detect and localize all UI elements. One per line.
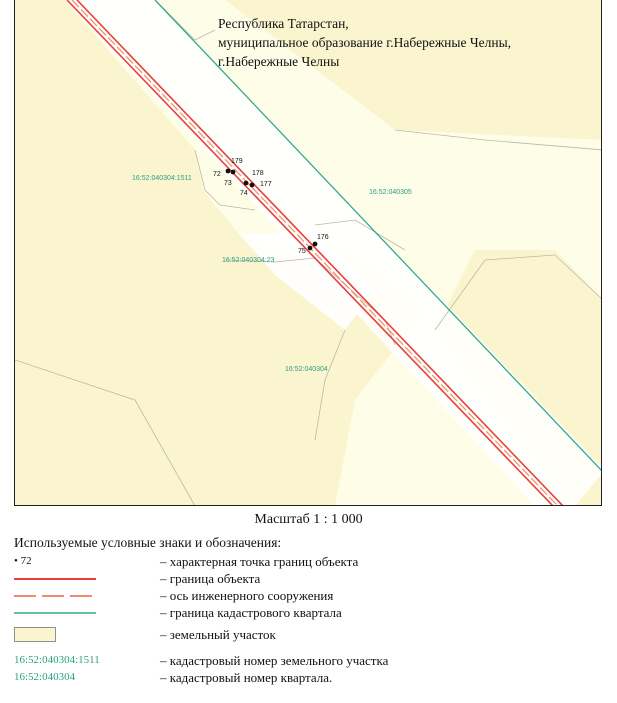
legend-desc-engineering-axis: – ось инженерного сооружения bbox=[160, 588, 334, 603]
legend-item-object-boundary bbox=[14, 570, 604, 588]
point-label-178: 178 bbox=[252, 170, 264, 177]
legend-item-engineering-axis bbox=[14, 587, 604, 605]
scale-caption: Масштаб 1 : 1 000 bbox=[254, 512, 363, 527]
region-line-city: г.Набережные Челны bbox=[218, 54, 340, 69]
boundary-point-73[interactable] bbox=[244, 181, 249, 186]
legend-title: Используемые условные знаки и обозначения: bbox=[14, 535, 282, 550]
point-label-72: 72 bbox=[213, 171, 221, 178]
quarter-number-sample: 16:52:040304 bbox=[14, 671, 76, 683]
region-header bbox=[218, 14, 511, 71]
legend-symbol-land-parcel bbox=[14, 626, 154, 644]
map-canvas[interactable] bbox=[15, 0, 602, 506]
legend-desc-land-parcel: – земельный участок bbox=[160, 627, 276, 642]
legend-symbol-engineering-axis bbox=[14, 587, 154, 605]
quarter-label-040305[interactable]: 16:52:040305 bbox=[369, 189, 412, 196]
legend-desc-parcel-number: – кадастровый номер земельного участка bbox=[160, 653, 389, 668]
point-label-73: 73 bbox=[224, 180, 232, 187]
legend-symbol-parcel-number bbox=[14, 652, 154, 670]
point-symbol-sample: • 72 bbox=[14, 555, 32, 567]
legend-item-point bbox=[14, 553, 604, 571]
point-label-75: 75 bbox=[298, 248, 306, 255]
point-label-176: 176 bbox=[317, 234, 329, 241]
legend-symbol-quarter-boundary bbox=[14, 604, 154, 622]
boundary-point-75[interactable] bbox=[308, 246, 313, 251]
boundary-point-178[interactable] bbox=[250, 183, 255, 188]
legend-desc-quarter-number: – кадастровый номер квартала. bbox=[160, 670, 333, 685]
legend-symbol-quarter-number bbox=[14, 669, 154, 687]
legend-symbol-object-boundary bbox=[14, 570, 154, 588]
legend-item-quarter-number bbox=[14, 669, 604, 687]
boundary-point-179[interactable] bbox=[231, 170, 236, 175]
boundary-point-72[interactable] bbox=[226, 169, 231, 174]
legend-item-land-parcel bbox=[14, 626, 604, 644]
region-line-municipality: муниципальное образование г.Набережные Челны, bbox=[218, 35, 512, 50]
map-frame[interactable] bbox=[14, 0, 602, 506]
region-line-republic: Республика Татарстан, bbox=[218, 16, 349, 31]
quarter-label-040304[interactable]: 16:52:040304 bbox=[285, 366, 328, 373]
legend-desc-point: – характерная точка границ объекта bbox=[160, 554, 359, 569]
legend-symbol-point bbox=[14, 553, 154, 571]
legend-item-parcel-number bbox=[14, 652, 604, 670]
legend-item-quarter-boundary bbox=[14, 604, 604, 622]
point-label-74: 74 bbox=[240, 190, 248, 197]
parcel-number-sample: 16:52:040304:1511 bbox=[14, 654, 100, 666]
legend-desc-object-boundary: – граница объекта bbox=[160, 571, 261, 586]
legend-desc-quarter-boundary: – граница кадастрового квартала bbox=[160, 605, 342, 620]
point-label-177: 177 bbox=[260, 181, 272, 188]
boundary-point-176[interactable] bbox=[313, 242, 318, 247]
parcel-label-1511[interactable]: 16:52:040304:1511 bbox=[132, 175, 192, 182]
point-label-179: 179 bbox=[231, 158, 243, 165]
parcel-label-23[interactable]: 16:52:040304:23 bbox=[222, 257, 275, 264]
